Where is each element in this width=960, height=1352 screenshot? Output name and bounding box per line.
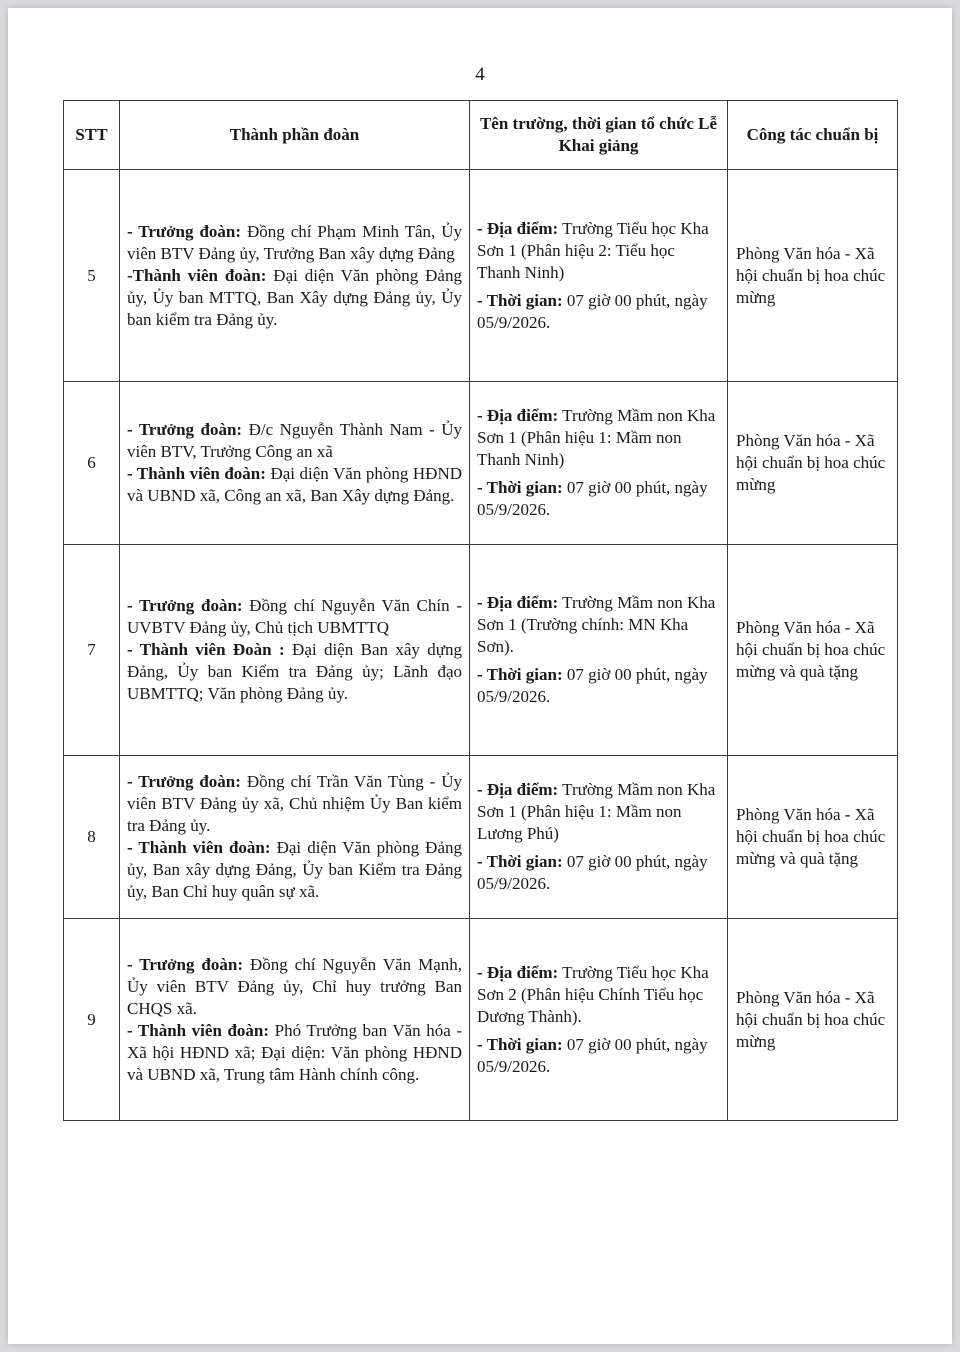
time-label: - Thời gian: — [477, 290, 563, 310]
table-row — [64, 545, 898, 756]
prep-cell: Phòng Văn hóa - Xã hội chuẩn bị hoa chúc mừng và quà tặng — [728, 756, 898, 919]
table-row — [64, 919, 898, 1121]
row-stt: 7 — [64, 545, 120, 756]
leader-text: Đồng chí Nguyễn Văn Mạnh, Ủy viên BTV Đảng ủy, Chỉ huy trưởng Ban CHQS xã. — [127, 954, 462, 1018]
time-label: - Thời gian: — [477, 665, 563, 684]
table-header-row — [64, 101, 898, 170]
location-line — [477, 218, 720, 284]
header-schedule: Tên trường, thời gian tổ chức Lễ Khai giảng — [470, 101, 728, 170]
member-line — [127, 837, 462, 903]
member-label: - Thành viên đoàn: — [127, 464, 266, 483]
leader-label: - Trưởng đoàn: — [127, 954, 243, 974]
leader-text: Đồng chí Phạm Minh Tân, Ủy viên BTV Đảng ủy, Trưởng Ban xây dựng Đảng — [127, 221, 462, 263]
table-row — [64, 382, 898, 545]
location-text: Trường Tiểu học Kha Sơn 1 (Phân hiệu 2: Tiểu học Thanh Ninh) — [477, 218, 709, 282]
table-row — [64, 756, 898, 919]
time-text: 07 giờ 00 phút, ngày 05/9/2026. — [477, 290, 708, 332]
leader-line — [127, 771, 462, 837]
leader-label: - Trưởng đoàn: — [127, 221, 242, 241]
time-label: - Thời gian: — [477, 852, 563, 871]
prep-cell: Phòng Văn hóa - Xã hội chuẩn bị hoa chúc mừng và quà tặng — [728, 545, 898, 756]
time-line — [477, 851, 720, 895]
location-line — [477, 405, 720, 471]
location-label: - Địa điểm: — [477, 593, 559, 612]
time-label: - Thời gian: — [477, 1034, 563, 1054]
member-label: - Thành viên Đoàn : — [127, 640, 285, 659]
header-prep: Công tác chuẩn bị — [728, 101, 898, 170]
leader-text: Đồng chí Nguyễn Văn Chín - UVBTV Đảng ủy, Chủ tịch UBMTTQ — [127, 596, 462, 637]
schedule-cell — [470, 545, 728, 756]
members-cell — [120, 382, 470, 545]
location-line — [477, 779, 720, 845]
leader-line — [127, 221, 462, 265]
location-text: Trường Mầm non Kha Sơn 1 (Phân hiệu 1: Mầm non Lương Phú) — [477, 780, 716, 843]
schedule-cell — [470, 170, 728, 382]
leader-label: - Trưởng đoàn: — [127, 596, 243, 615]
member-line — [127, 265, 462, 331]
leader-label: - Trưởng đoàn: — [127, 772, 241, 791]
location-label: - Địa điểm: — [477, 406, 559, 425]
time-text: 07 giờ 00 phút, ngày 05/9/2026. — [477, 478, 708, 519]
location-label: - Địa điểm: — [477, 962, 559, 982]
leader-text: Đồng chí Trần Văn Tùng - Ủy viên BTV Đảng ủy xã, Chủ nhiệm Ủy Ban kiểm tra Đảng ủy. — [127, 772, 462, 835]
time-line — [477, 664, 720, 708]
schedule-cell — [470, 919, 728, 1121]
member-label: -Thành viên đoàn: — [127, 265, 267, 285]
leader-line — [127, 419, 462, 463]
time-line — [477, 1034, 720, 1078]
member-line — [127, 1020, 462, 1086]
location-label: - Địa điểm: — [477, 218, 559, 238]
location-text: Trường Tiểu học Kha Sơn 2 (Phân hiệu Chính Tiểu học Dương Thành). — [477, 962, 709, 1026]
members-cell — [120, 545, 470, 756]
row-stt: 8 — [64, 756, 120, 919]
row-stt: 5 — [64, 170, 120, 382]
time-text: 07 giờ 00 phút, ngày 05/9/2026. — [477, 665, 708, 706]
row-stt: 6 — [64, 382, 120, 545]
document-page — [8, 8, 952, 1344]
members-cell — [120, 919, 470, 1121]
leader-label: - Trưởng đoàn: — [127, 420, 243, 439]
header-stt: STT — [64, 101, 120, 170]
location-line — [477, 592, 720, 658]
page-number: 4 — [475, 64, 485, 85]
member-label: - Thành viên đoàn: — [127, 838, 271, 857]
time-line — [477, 290, 720, 334]
row-stt: 9 — [64, 919, 120, 1121]
leader-line — [127, 954, 462, 1020]
leader-line — [127, 595, 462, 639]
prep-cell: Phòng Văn hóa - Xã hội chuẩn bị hoa chúc mừng — [728, 170, 898, 382]
prep-cell: Phòng Văn hóa - Xã hội chuẩn bị hoa chúc mừng — [728, 919, 898, 1121]
member-text: Đại diện Văn phòng Đảng ủy, Ủy ban MTTQ, Ban Xây dựng Đảng ủy, Ủy ban kiểm tra Đảng ủy. — [127, 265, 462, 329]
time-text: 07 giờ 00 phút, ngày 05/9/2026. — [477, 1034, 708, 1076]
location-text: Trường Mầm non Kha Sơn 1 (Phân hiệu 1: Mầm non Thanh Ninh) — [477, 406, 716, 469]
schedule-table — [63, 100, 898, 1121]
location-label: - Địa điểm: — [477, 780, 559, 799]
time-label: - Thời gian: — [477, 478, 563, 497]
member-line — [127, 639, 462, 705]
schedule-cell — [470, 756, 728, 919]
member-line — [127, 463, 462, 507]
location-text: Trường Mầm non Kha Sơn 1 (Trường chính: MN Kha Sơn). — [477, 593, 716, 656]
location-line — [477, 962, 720, 1028]
member-text: Đại diện Văn phòng HĐND và UBND xã, Công an xã, Ban Xây dựng Đảng. — [127, 464, 463, 505]
leader-text: Đ/c Nguyễn Thành Nam - Ủy viên BTV, Trưởng Công an xã — [127, 420, 462, 461]
table-row — [64, 170, 898, 382]
time-text: 07 giờ 00 phút, ngày 05/9/2026. — [477, 852, 708, 893]
member-text: Đại diện Văn phòng Đảng ủy, Ban xây dựng Đảng, Ủy ban Kiểm tra Đảng ủy, Ban Chỉ huy quân sự xã. — [127, 838, 463, 901]
members-cell — [120, 756, 470, 919]
member-label: - Thành viên đoàn: — [127, 1020, 270, 1040]
header-members: Thành phần đoàn — [120, 101, 470, 170]
members-cell — [120, 170, 470, 382]
time-line — [477, 477, 720, 521]
member-text: Phó Trưởng ban Văn hóa - Xã hội HĐND xã; Đại diện: Văn phòng HĐND và UBND xã, Trung tâm Hành chính công. — [127, 1020, 462, 1084]
schedule-cell — [470, 382, 728, 545]
member-text: Đại diện Ban xây dựng Đảng, Ủy ban Kiểm tra Đảng ủy; Lãnh đạo UBMTTQ; Văn phòng Đảng ủy. — [127, 640, 462, 703]
prep-cell: Phòng Văn hóa - Xã hội chuẩn bị hoa chúc mừng — [728, 382, 898, 545]
